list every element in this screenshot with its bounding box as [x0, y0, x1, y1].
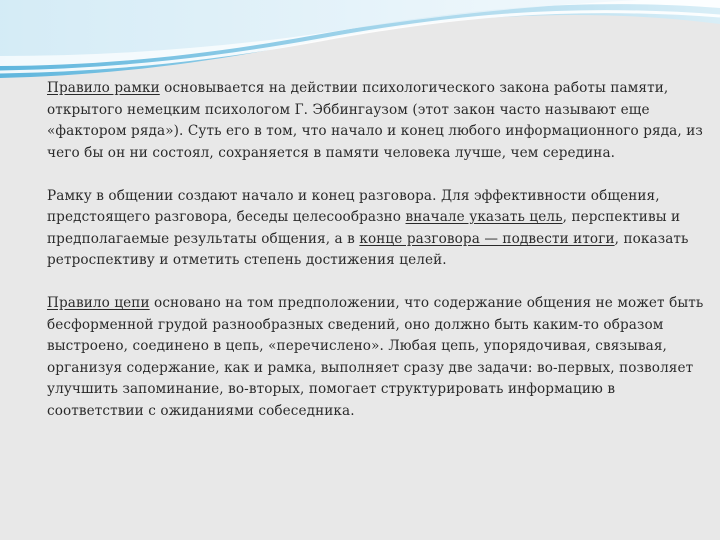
term-chain-rule: Правило цепи [47, 295, 150, 311]
paragraph-frame-in-communication [47, 186, 707, 272]
paragraph-chain-rule [47, 293, 707, 422]
term-frame-rule: Правило рамки [47, 80, 160, 96]
slide-text [47, 78, 707, 444]
text-segment: Рамку в общении создают начало и конец разговора. Для эффективности общения, предстоящего разговора, беседы целесообразно [47, 187, 660, 225]
phrase-summarize: конце разговора — подвести итоги [359, 230, 615, 247]
text-segment: основано на том предположении, что содержание общения не может быть бесформенной грудой разнообразных сведений, оно должно быть каким-то образом выстроено, соединено в цепь, «перечислено». Любая цепь, упорядочивая, связывая, организуя содержание, как и рамка, выполняет сразу две задачи: во-первых, позволяет улучшить запоминание, во-вторых, помогает структурировать информацию в соответствии с ожиданиями собеседника. [47, 295, 704, 419]
text-segment: , показать ретроспективу и отметить степень достижения целей. [47, 230, 689, 268]
text-segment: , перспективы и предполагаемые результаты общения, а в [47, 209, 681, 247]
phrase-state-goal: вначале указать цель [405, 209, 563, 225]
paragraph-frame-rule [47, 78, 707, 164]
text-segment: основывается на действии психологического закона работы памяти, открытого немецким психологом Г. Эббингаузом (этот закон часто называют еще «фактором ряда»). Суть его в том, что начало и конец любого информационного ряда, из чего бы он ни состоял, сохраняется в памяти человека лучше, чем середина. [47, 80, 703, 161]
